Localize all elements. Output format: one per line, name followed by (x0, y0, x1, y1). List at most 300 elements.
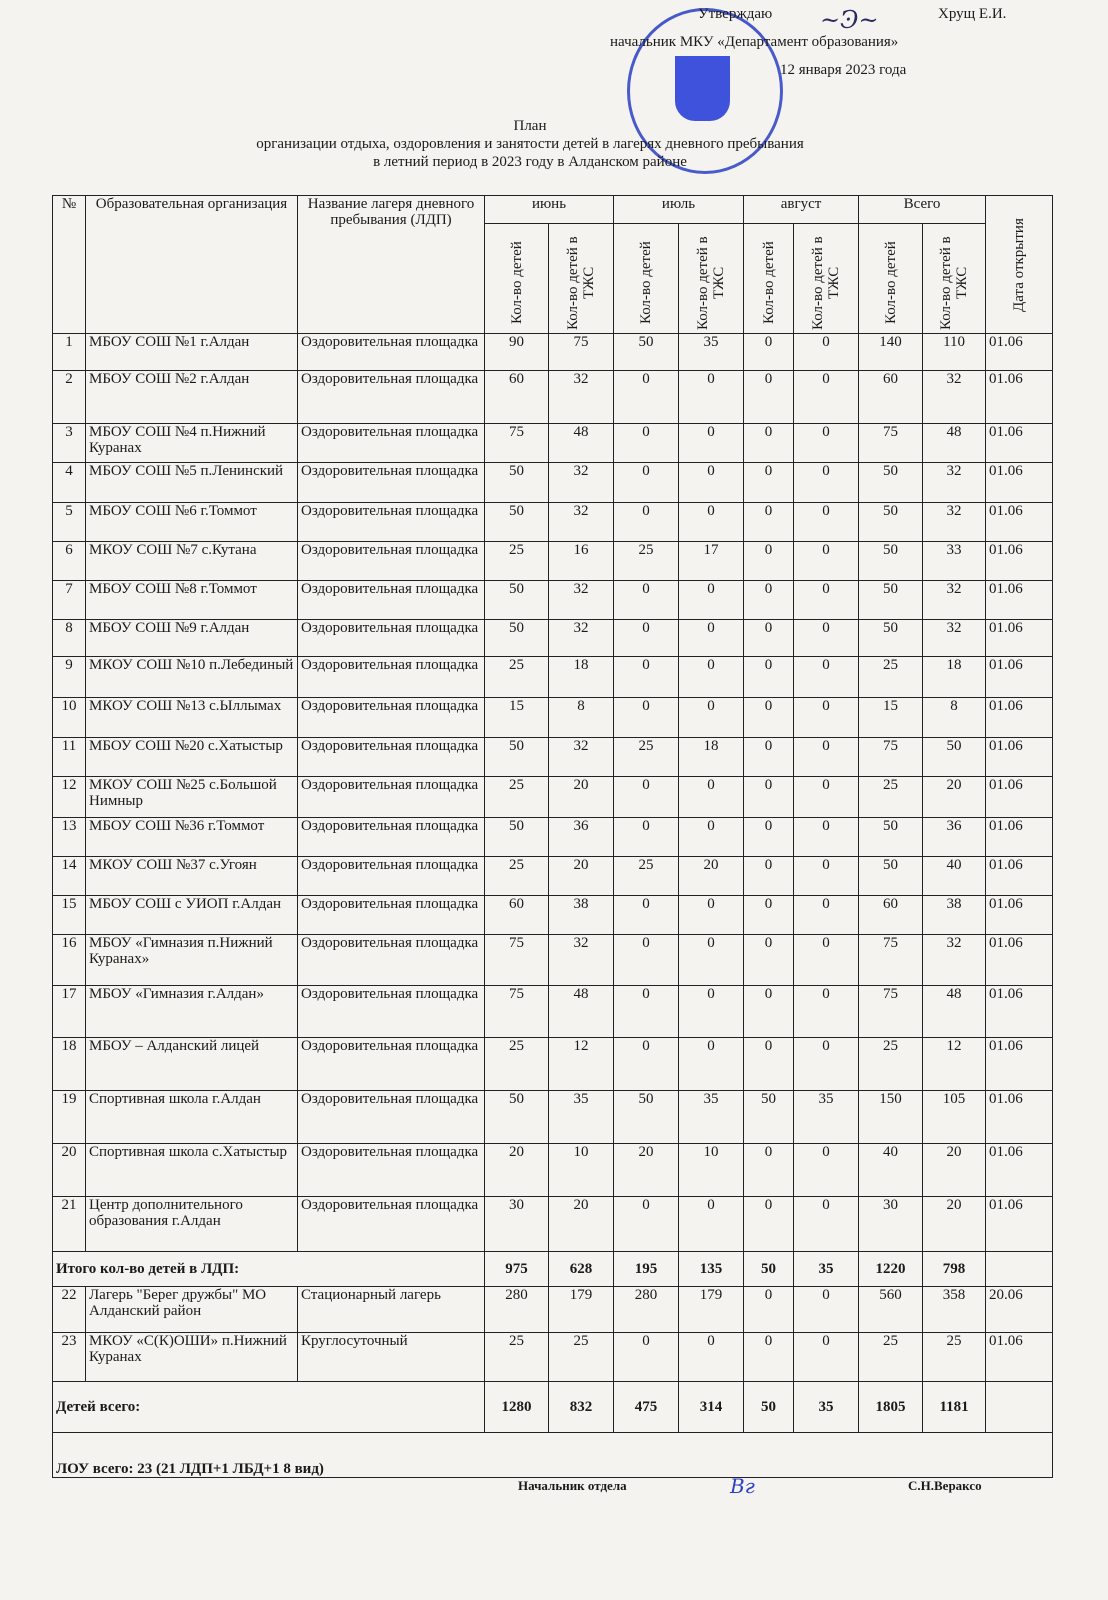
row-value: 0 (794, 896, 859, 935)
row-value: 10 (549, 1144, 614, 1197)
row-value: 50 (614, 334, 679, 371)
subcol-tzs: Кол-во детей в ТЖС (565, 236, 597, 330)
total-value: 475 (614, 1382, 679, 1433)
row-org: МКОУ СОШ №37 с.Угоян (86, 857, 298, 896)
row-date: 01.06 (986, 935, 1053, 986)
row-value: 8 (923, 698, 986, 738)
row-value: 32 (549, 503, 614, 542)
row-value: 25 (859, 777, 923, 818)
row-value: 48 (923, 986, 986, 1038)
row-value: 25 (859, 1038, 923, 1091)
row-value: 0 (679, 657, 744, 698)
subcol-tzs: Кол-во детей в ТЖС (938, 236, 971, 330)
row-value: 38 (549, 896, 614, 935)
row-value: 36 (549, 818, 614, 857)
row-camp: Оздоровительная площадка (298, 581, 485, 620)
footer-role: Начальник отдела (518, 1478, 627, 1493)
row-date: 01.06 (986, 463, 1053, 503)
row-value: 50 (859, 503, 923, 542)
row-value: 280 (485, 1287, 549, 1333)
row-value: 0 (794, 986, 859, 1038)
row-value: 0 (614, 371, 679, 424)
plan-table (52, 195, 1053, 1478)
col-org: Образовательная организация (86, 196, 298, 334)
row-value: 0 (744, 1287, 794, 1333)
row-value: 0 (679, 503, 744, 542)
row-value: 0 (794, 463, 859, 503)
row-value: 0 (794, 738, 859, 777)
row-value: 0 (744, 657, 794, 698)
row-value: 0 (794, 424, 859, 463)
row-value: 75 (859, 738, 923, 777)
row-value: 0 (679, 777, 744, 818)
row-value: 33 (923, 542, 986, 581)
row-value: 20 (923, 1197, 986, 1252)
total-date-empty (986, 1382, 1053, 1433)
row-date: 01.06 (986, 371, 1053, 424)
row-value: 0 (679, 620, 744, 657)
row-value: 25 (485, 857, 549, 896)
row-value: 40 (923, 857, 986, 896)
row-value: 0 (614, 620, 679, 657)
subheader-cell (614, 224, 679, 334)
row-value: 25 (923, 1333, 986, 1382)
row-value: 48 (549, 986, 614, 1038)
row-value: 40 (859, 1144, 923, 1197)
row-value: 30 (485, 1197, 549, 1252)
table-row (53, 986, 1053, 1038)
row-value: 50 (485, 620, 549, 657)
row-value: 0 (794, 1144, 859, 1197)
row-value: 0 (794, 818, 859, 857)
row-value: 0 (794, 935, 859, 986)
row-value: 0 (679, 371, 744, 424)
row-value: 50 (485, 463, 549, 503)
row-value: 20 (923, 1144, 986, 1197)
row-date: 01.06 (986, 896, 1053, 935)
row-value: 20 (549, 857, 614, 896)
row-value: 35 (549, 1091, 614, 1144)
row-value: 0 (679, 581, 744, 620)
total-value: 1805 (859, 1382, 923, 1433)
row-value: 32 (549, 463, 614, 503)
row-value: 25 (859, 657, 923, 698)
row-value: 48 (923, 424, 986, 463)
row-value: 12 (923, 1038, 986, 1091)
subcol-tzs: Кол-во детей в ТЖС (695, 236, 728, 330)
row-value: 60 (485, 371, 549, 424)
row-value: 20 (485, 1144, 549, 1197)
row-value: 0 (614, 698, 679, 738)
row-org: МБОУ «Гимназия г.Алдан» (86, 986, 298, 1038)
row-value: 0 (614, 777, 679, 818)
subheader-cell (744, 224, 794, 334)
total-row (53, 1382, 1053, 1433)
row-value: 0 (614, 935, 679, 986)
row-value: 75 (485, 986, 549, 1038)
row-value: 0 (744, 542, 794, 581)
row-num: 3 (53, 424, 86, 463)
row-value: 15 (859, 698, 923, 738)
row-value: 0 (614, 986, 679, 1038)
row-value: 0 (744, 935, 794, 986)
doc-subtitle-1: организации отдыха, оздоровления и занятости детей в лагерях дневного пребывания (256, 136, 804, 152)
row-value: 0 (794, 1333, 859, 1382)
row-org: Центр дополнительного образования г.Алдан (86, 1197, 298, 1252)
row-camp: Оздоровительная площадка (298, 935, 485, 986)
table-row (53, 542, 1053, 581)
row-value: 0 (614, 1197, 679, 1252)
row-value: 0 (794, 657, 859, 698)
row-num: 16 (53, 935, 86, 986)
row-camp: Оздоровительная площадка (298, 424, 485, 463)
row-date: 01.06 (986, 1091, 1053, 1144)
row-value: 0 (794, 1197, 859, 1252)
table-row (53, 371, 1053, 424)
row-camp: Оздоровительная площадка (298, 986, 485, 1038)
row-value: 18 (549, 657, 614, 698)
row-date: 01.06 (986, 857, 1053, 896)
table-row (53, 1144, 1053, 1197)
table-row (53, 1287, 1053, 1333)
row-camp: Оздоровительная площадка (298, 334, 485, 371)
table-row (53, 1197, 1053, 1252)
row-value: 10 (679, 1144, 744, 1197)
row-value: 0 (614, 503, 679, 542)
row-num: 20 (53, 1144, 86, 1197)
row-value: 18 (679, 738, 744, 777)
row-value: 0 (744, 857, 794, 896)
row-value: 12 (549, 1038, 614, 1091)
row-org: МБОУ СОШ №8 г.Томмот (86, 581, 298, 620)
row-value: 0 (744, 620, 794, 657)
approval-date: 12 января 2023 года (780, 62, 907, 78)
row-value: 0 (614, 581, 679, 620)
subheader-cell (549, 224, 614, 334)
row-value: 280 (614, 1287, 679, 1333)
row-org: Спортивная школа г.Алдан (86, 1091, 298, 1144)
row-value: 0 (614, 1333, 679, 1382)
row-value: 0 (744, 1038, 794, 1091)
row-date: 20.06 (986, 1287, 1053, 1333)
summary-row (53, 1433, 1053, 1478)
row-value: 0 (614, 818, 679, 857)
row-value: 358 (923, 1287, 986, 1333)
table-row (53, 1038, 1053, 1091)
row-camp: Оздоровительная площадка (298, 698, 485, 738)
row-value: 0 (794, 334, 859, 371)
total-value: 135 (679, 1252, 744, 1287)
row-value: 75 (485, 424, 549, 463)
row-value: 0 (794, 371, 859, 424)
row-date: 01.06 (986, 334, 1053, 371)
row-num: 4 (53, 463, 86, 503)
row-value: 0 (794, 542, 859, 581)
row-value: 15 (485, 698, 549, 738)
row-value: 0 (794, 1287, 859, 1333)
row-value: 0 (744, 1144, 794, 1197)
row-org: МБОУ СОШ №4 п.Нижний Куранах (86, 424, 298, 463)
row-num: 9 (53, 657, 86, 698)
table-row (53, 424, 1053, 463)
total-value: 50 (744, 1252, 794, 1287)
row-value: 25 (614, 738, 679, 777)
row-value: 179 (549, 1287, 614, 1333)
row-org: МКОУ СОШ №10 п.Лебединый (86, 657, 298, 698)
row-num: 8 (53, 620, 86, 657)
row-camp: Оздоровительная площадка (298, 1038, 485, 1091)
row-value: 25 (549, 1333, 614, 1382)
row-value: 32 (549, 738, 614, 777)
row-camp: Оздоровительная площадка (298, 896, 485, 935)
row-value: 0 (794, 620, 859, 657)
row-value: 75 (859, 986, 923, 1038)
row-value: 35 (679, 334, 744, 371)
row-org: МБОУ СОШ №36 г.Томмот (86, 818, 298, 857)
col-august: август (744, 196, 859, 224)
row-value: 0 (794, 503, 859, 542)
row-value: 50 (859, 542, 923, 581)
row-value: 0 (614, 424, 679, 463)
col-camp: Название лагеря дневного пребывания (ЛДП) (298, 196, 485, 334)
row-value: 179 (679, 1287, 744, 1333)
table-row (53, 738, 1053, 777)
row-value: 25 (485, 1333, 549, 1382)
table-row (53, 657, 1053, 698)
subheader-cell (485, 224, 549, 334)
row-value: 0 (679, 986, 744, 1038)
row-value: 50 (859, 620, 923, 657)
row-num: 6 (53, 542, 86, 581)
subcol-count: Кол-во детей (882, 241, 899, 325)
row-value: 38 (923, 896, 986, 935)
subheader-cell (923, 224, 986, 334)
row-value: 20 (923, 777, 986, 818)
row-date: 01.06 (986, 1197, 1053, 1252)
row-num: 2 (53, 371, 86, 424)
row-value: 0 (744, 371, 794, 424)
row-value: 0 (744, 777, 794, 818)
row-value: 0 (794, 857, 859, 896)
row-camp: Оздоровительная площадка (298, 657, 485, 698)
subcol-count: Кол-во детей (508, 241, 525, 325)
row-num: 1 (53, 334, 86, 371)
row-org: МБОУ СОШ №20 с.Хатыстыр (86, 738, 298, 777)
row-value: 0 (744, 334, 794, 371)
row-value: 25 (614, 542, 679, 581)
row-org: Спортивная школа с.Хатыстыр (86, 1144, 298, 1197)
row-value: 25 (485, 1038, 549, 1091)
subcol-tzs: Кол-во детей в ТЖС (810, 236, 843, 330)
row-org: МБОУ СОШ №5 п.Ленинский (86, 463, 298, 503)
row-org: МКОУ СОШ №7 с.Кутана (86, 542, 298, 581)
row-date: 01.06 (986, 657, 1053, 698)
row-value: 25 (859, 1333, 923, 1382)
row-value: 0 (679, 698, 744, 738)
row-value: 0 (679, 896, 744, 935)
row-num: 23 (53, 1333, 86, 1382)
approval-label: Утверждаю (698, 6, 773, 22)
table-row (53, 857, 1053, 896)
row-org: МБОУ СОШ №2 г.Алдан (86, 371, 298, 424)
row-value: 18 (923, 657, 986, 698)
col-num: № (53, 196, 86, 334)
row-value: 25 (485, 542, 549, 581)
row-date: 01.06 (986, 698, 1053, 738)
doc-subtitle-2: в летний период в 2023 году в Алданском районе (373, 154, 687, 170)
col-date: Дата открытия (1011, 217, 1028, 312)
summary: ЛОУ всего: 23 (21 ЛДП+1 ЛБД+1 8 вид) (53, 1433, 1053, 1478)
row-value: 50 (485, 503, 549, 542)
subcol-count: Кол-во детей (638, 241, 655, 325)
row-num: 5 (53, 503, 86, 542)
row-value: 0 (744, 738, 794, 777)
row-value: 60 (485, 896, 549, 935)
row-num: 13 (53, 818, 86, 857)
row-value: 32 (549, 371, 614, 424)
row-value: 32 (923, 581, 986, 620)
row-value: 25 (485, 777, 549, 818)
row-date: 01.06 (986, 581, 1053, 620)
row-org: МКОУ СОШ №13 с.Ыллымах (86, 698, 298, 738)
row-value: 0 (794, 1038, 859, 1091)
row-date: 01.06 (986, 818, 1053, 857)
row-value: 0 (794, 581, 859, 620)
signature: ~Ͽ~ (820, 6, 879, 34)
subheader-cell (859, 224, 923, 334)
table-row (53, 896, 1053, 935)
row-value: 0 (679, 463, 744, 503)
row-num: 10 (53, 698, 86, 738)
row-org: МБОУ СОШ №6 г.Томмот (86, 503, 298, 542)
row-date: 01.06 (986, 620, 1053, 657)
row-org: МБОУ – Алданский лицей (86, 1038, 298, 1091)
row-date: 01.06 (986, 542, 1053, 581)
table-row (53, 463, 1053, 503)
row-value: 105 (923, 1091, 986, 1144)
row-num: 17 (53, 986, 86, 1038)
row-camp: Оздоровительная площадка (298, 1091, 485, 1144)
row-value: 20 (549, 777, 614, 818)
row-value: 0 (614, 1038, 679, 1091)
table-row (53, 620, 1053, 657)
total-label: Детей всего: (53, 1382, 485, 1433)
row-value: 0 (679, 1038, 744, 1091)
row-org: МКОУ СОШ №25 с.Большой Нимныр (86, 777, 298, 818)
row-value: 16 (549, 542, 614, 581)
row-value: 0 (679, 935, 744, 986)
row-value: 0 (679, 1333, 744, 1382)
footer-name: С.Н.Вераксо (908, 1478, 982, 1493)
row-num: 15 (53, 896, 86, 935)
table-row (53, 777, 1053, 818)
total-value: 1280 (485, 1382, 549, 1433)
row-camp: Круглосуточный (298, 1333, 485, 1382)
row-value: 0 (744, 503, 794, 542)
row-camp: Оздоровительная площадка (298, 738, 485, 777)
row-value: 0 (744, 424, 794, 463)
table-row (53, 334, 1053, 371)
coat-of-arms-icon (675, 56, 730, 121)
col-total: Всего (859, 196, 986, 224)
total-value: 628 (549, 1252, 614, 1287)
row-camp: Оздоровительная площадка (298, 1197, 485, 1252)
total-label: Итого кол-во детей в ЛДП: (53, 1252, 485, 1287)
row-value: 0 (744, 1333, 794, 1382)
row-value: 75 (859, 424, 923, 463)
row-value: 0 (744, 818, 794, 857)
row-date: 01.06 (986, 1038, 1053, 1091)
row-value: 75 (485, 935, 549, 986)
row-value: 20 (679, 857, 744, 896)
row-value: 50 (859, 463, 923, 503)
row-value: 50 (744, 1091, 794, 1144)
approval-position: начальник МКУ «Департамент образования» (610, 34, 899, 50)
table-row (53, 1333, 1053, 1382)
row-value: 25 (614, 857, 679, 896)
total-value: 50 (744, 1382, 794, 1433)
row-value: 20 (549, 1197, 614, 1252)
approval-signer: Хрущ Е.И. (938, 6, 1007, 22)
row-value: 48 (549, 424, 614, 463)
col-june: июнь (485, 196, 614, 224)
table-row (53, 818, 1053, 857)
row-value: 50 (614, 1091, 679, 1144)
row-value: 0 (679, 1197, 744, 1252)
row-value: 75 (549, 334, 614, 371)
total-value: 1220 (859, 1252, 923, 1287)
row-value: 90 (485, 334, 549, 371)
row-num: 12 (53, 777, 86, 818)
table-row (53, 581, 1053, 620)
total-row (53, 1252, 1053, 1287)
row-value: 50 (859, 818, 923, 857)
row-date: 01.06 (986, 1333, 1053, 1382)
row-value: 32 (923, 463, 986, 503)
table-row (53, 698, 1053, 738)
row-value: 50 (485, 1091, 549, 1144)
row-value: 0 (744, 698, 794, 738)
subcol-count: Кол-во детей (760, 241, 777, 325)
row-value: 150 (859, 1091, 923, 1144)
row-value: 35 (794, 1091, 859, 1144)
row-value: 25 (485, 657, 549, 698)
row-value: 50 (485, 581, 549, 620)
row-value: 0 (794, 777, 859, 818)
row-value: 0 (679, 818, 744, 857)
row-value: 60 (859, 896, 923, 935)
row-value: 560 (859, 1287, 923, 1333)
row-camp: Оздоровительная площадка (298, 371, 485, 424)
row-value: 30 (859, 1197, 923, 1252)
row-org: МБОУ «Гимназия п.Нижний Куранах» (86, 935, 298, 986)
total-value: 35 (794, 1382, 859, 1433)
row-value: 17 (679, 542, 744, 581)
total-value: 798 (923, 1252, 986, 1287)
row-camp: Оздоровительная площадка (298, 463, 485, 503)
row-org: МБОУ СОШ №1 г.Алдан (86, 334, 298, 371)
subheader-cell (679, 224, 744, 334)
total-value: 832 (549, 1382, 614, 1433)
row-camp: Оздоровительная площадка (298, 620, 485, 657)
row-num: 22 (53, 1287, 86, 1333)
row-value: 32 (923, 371, 986, 424)
row-value: 32 (549, 620, 614, 657)
row-value: 0 (744, 986, 794, 1038)
row-camp: Оздоровительная площадка (298, 777, 485, 818)
row-value: 50 (923, 738, 986, 777)
row-value: 50 (485, 818, 549, 857)
